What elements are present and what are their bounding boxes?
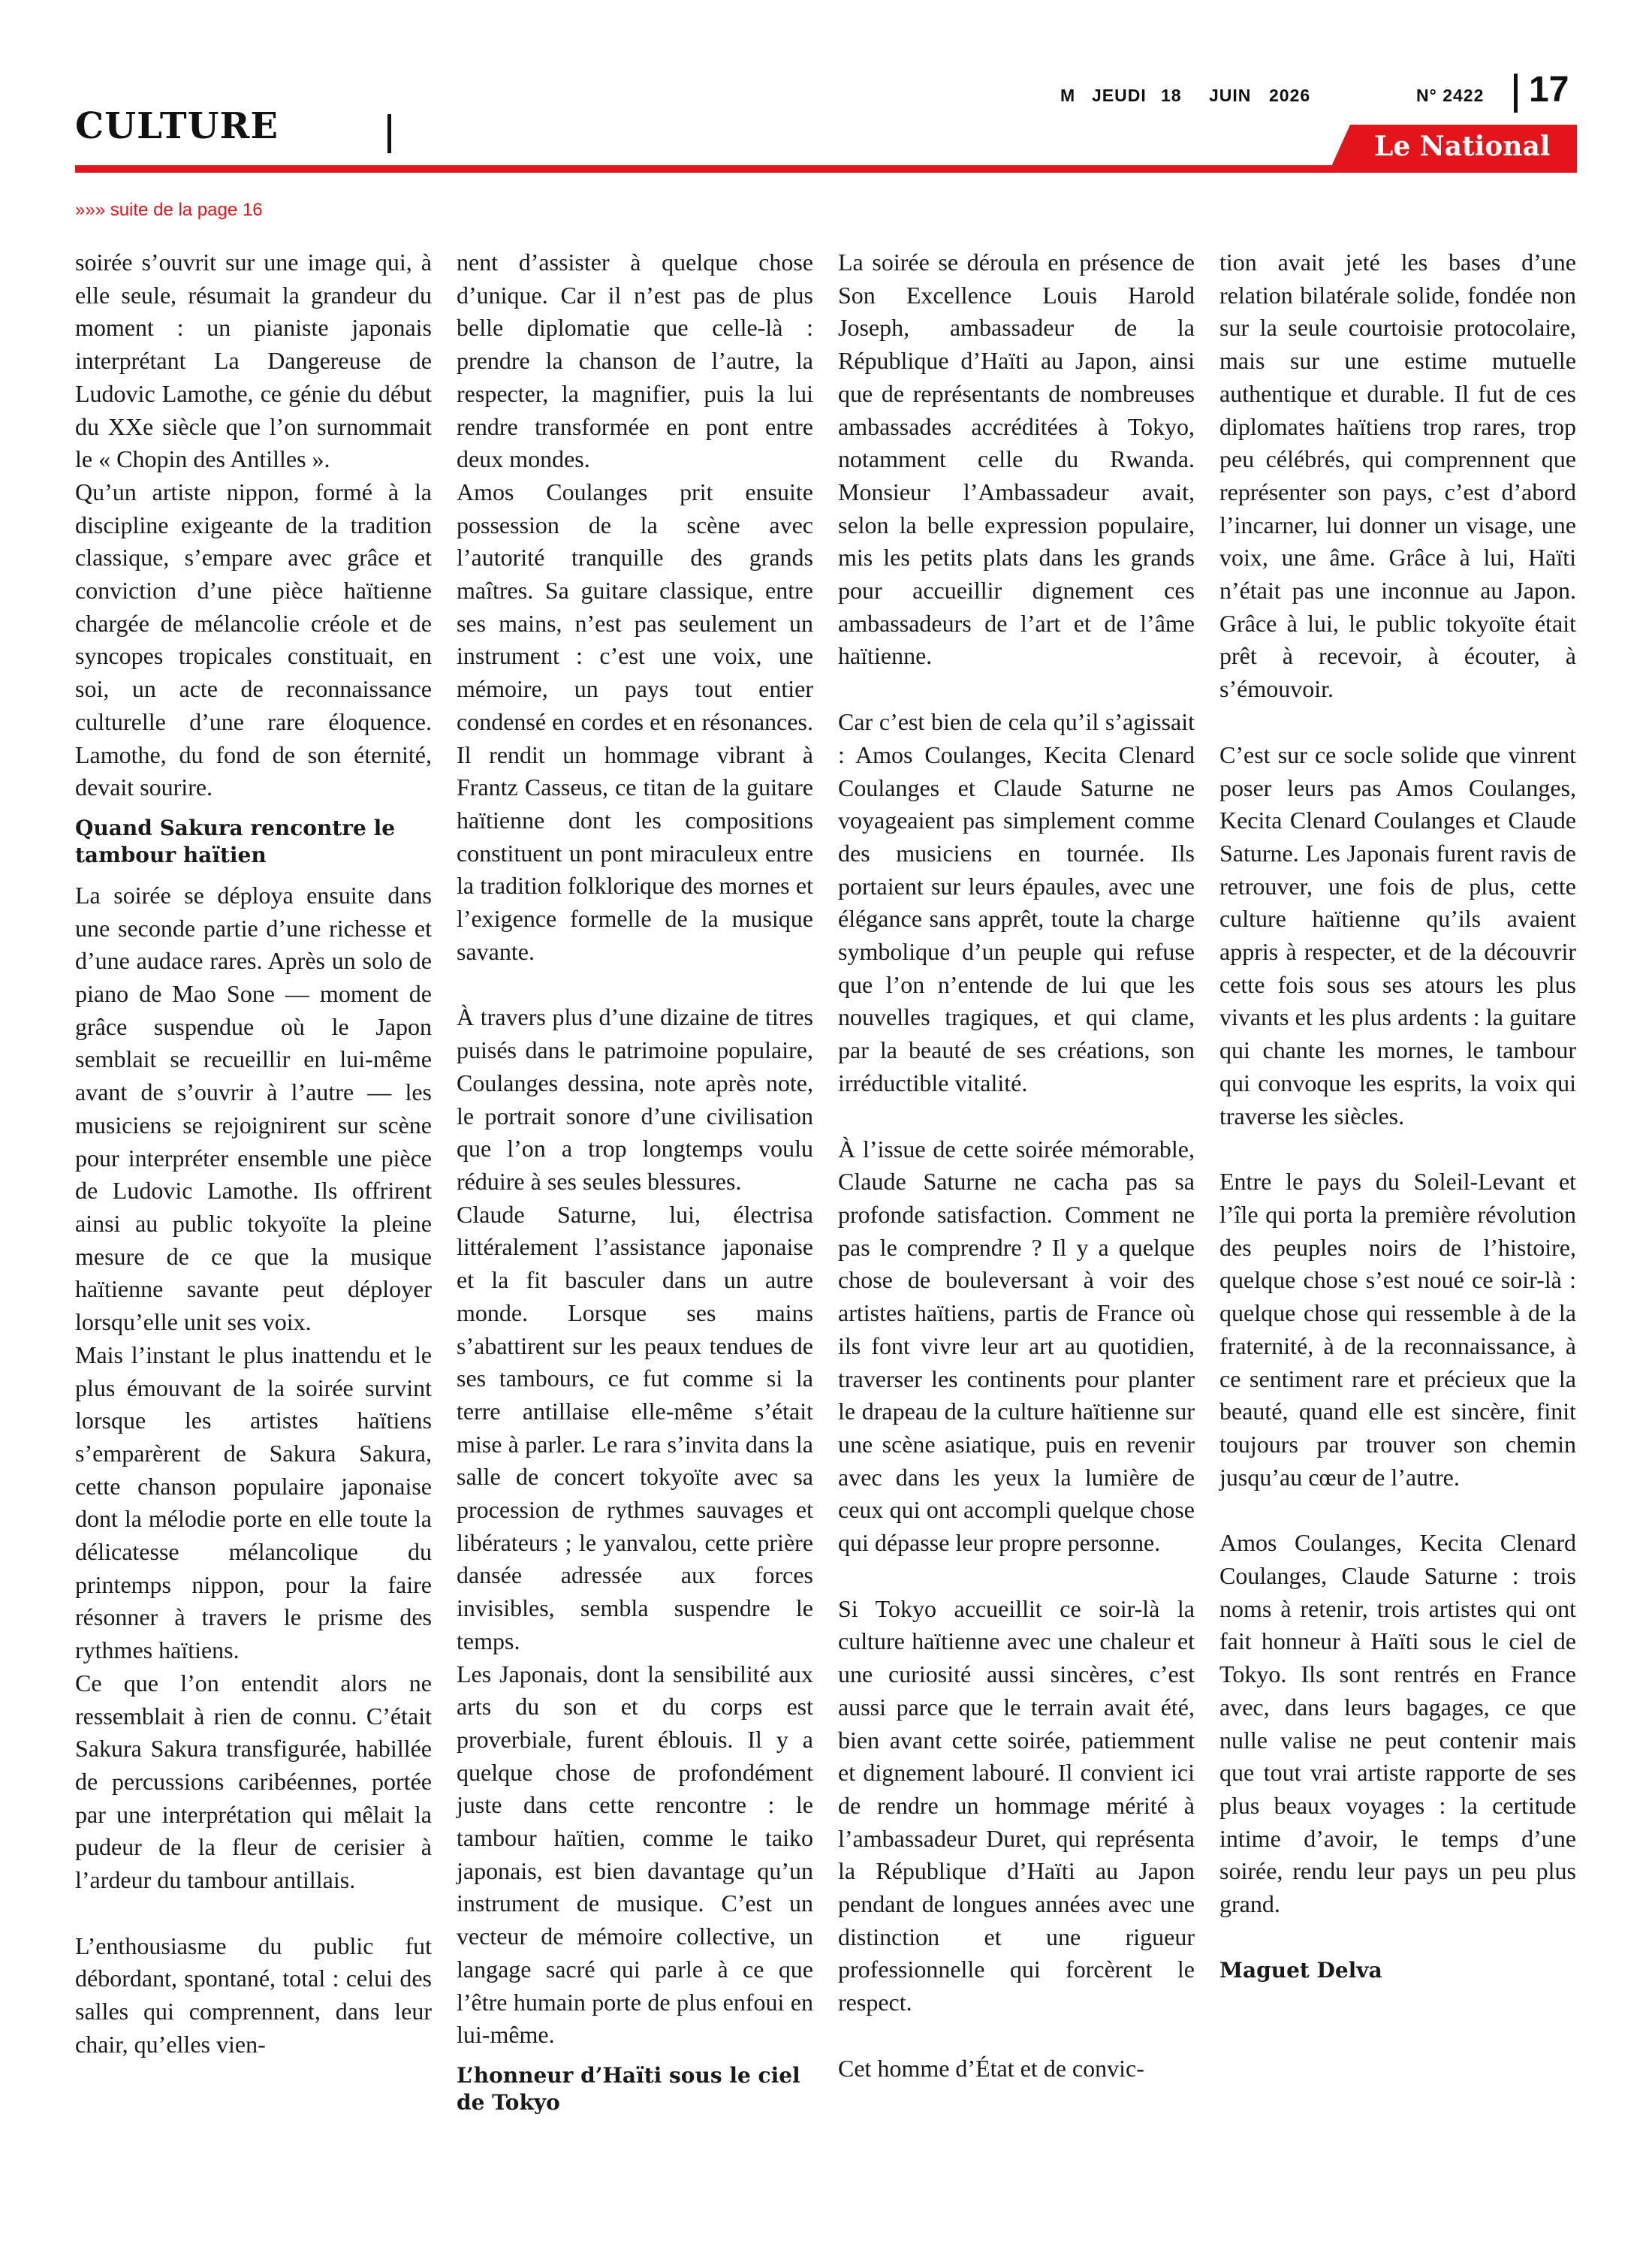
paragraph: Entre le pays du Soleil-Levant et l’île qui porta la première révolution des peuples noirs de l’histoire, quelque chose s’est noué ce soir-là : quelque chose qui ressemble à de la fraternité, à de la reconnaissance, à ce sentiment rare et précieux que la beauté, quand elle est sincère, finit toujours par trouver son chemin jusqu’au cœur de l’autre. bbox=[1219, 1168, 1576, 1491]
header-rule bbox=[75, 165, 1577, 173]
issue-number: N° 2422 bbox=[1416, 86, 1485, 105]
section-divider bbox=[387, 114, 391, 153]
section-title: CULTURE bbox=[75, 105, 279, 147]
paragraph: Si Tokyo accueillit ce soir-là la culture haïtienne avec une chaleur et une curiosité aussi sincères, c’est aussi parce que le terrain avait été, bien avant cette soirée, patiemment et dignement labouré. Il convient ici de rendre un hommage mérité à l’ambassadeur Duret, qui représenta la République d’Haïti au Japon pendant de longues années avec une distinction et une rigueur professionnelle qui forcèrent le respect. bbox=[838, 1594, 1195, 2016]
paragraph: soirée s’ouvrit sur une image qui, à elle seule, résumait la grandeur du moment : un pianiste japonais interprétant La Dangereuse de Ludovic Lamothe, ce génie du début du XXe siècle que l’on surnommait le « Chopin des Antilles ». bbox=[75, 249, 432, 473]
paragraph: Ce que l’on entendit alors ne ressemblait à rien de connu. C’était Sakura Sakura transfigurée, habillée de percussions caribéennes, portée par une interprétation qui mêlait la pudeur de la fleur de cerisier à l’ardeur du tambour antillais. bbox=[75, 1669, 432, 1894]
paragraph: La soirée se déploya ensuite dans une seconde partie d’une richesse et d’une audace rares. Après un solo de piano de Mao Sone — moment de grâce suspendue où le Japon semblait se recueillir en lui-même avant de s’ouvrir à l’autre — les musiciens se rejoignirent sur scène pour interpréter ensemble une pièce de Ludovic Lamothe. Ils offrirent ainsi au public tokyoïte la pleine mesure de ce que la musique haïtienne savante peut déployer lorsqu’elle unit ses voix. bbox=[75, 881, 432, 1336]
issue-date-number: 18 bbox=[1161, 86, 1182, 105]
article-column-1 bbox=[75, 246, 432, 2061]
paragraph: La soirée se déroula en présence de Son Excellence Louis Harold Joseph, ambassadeur de la République d’Haïti au Japon, ainsi que de représentants de nombreuses ambassades accréditées à Tokyo, notamment celle du Rwanda. Monsieur l’Ambassadeur avait, selon la belle expression populaire, mis les petits plats dans les grands pour accueillir dignement ces ambassadeurs de l’art et de l’âme haïtienne. bbox=[838, 249, 1195, 670]
paragraph: Mais l’instant le plus inattendu et le plus émouvant de la soirée survint lorsque les artistes haïtiens s’emparèrent de Sakura Sakura, cette chanson populaire japonaise dont la mélodie porte en elle toute la délicatesse mélancolique du printemps nippon, pour la faire résonner à travers le prisme des rythmes haïtiens. bbox=[75, 1341, 432, 1664]
paragraph: À l’issue de cette soirée mémorable, Claude Saturne ne cacha pas sa profonde satisfaction. Comment ne pas le comprendre ? Il y a quelque chose de bouleversant à voir des artistes haïtiens, partis de France où ils font vivre leur art au quotidien, traverser les continents pour planter le drapeau de la culture haïtienne sur une scène asiatique, puis en revenir avec dans les yeux la lumière de ceux qui ont accompli quelque chose qui dépasse leur propre personne. bbox=[838, 1135, 1195, 1557]
paragraph: Cet homme d’État et de convic- bbox=[838, 2054, 1144, 2082]
continued-from-note: »»» suite de la page 16 bbox=[75, 200, 263, 220]
page-number-divider bbox=[1514, 74, 1518, 113]
article-column-4 bbox=[1219, 246, 1576, 1986]
issue-month: JUIN bbox=[1209, 86, 1252, 105]
paragraph: C’est sur ce socle solide que vinrent poser leurs pas Amos Coulanges, Kecita Clenard Coulanges et Claude Saturne. Les Japonais furent ravis de retrouver, une fois de plus, cette culture haïtienne qu’ils avaient appris à respecter, et de la découvrir cette fois sous ses atours les plus vivants et les plus ardents : la guitare qui chante les mornes, le tambour qui convoque les esprits, la voix qui traverse les siècles. bbox=[1219, 740, 1576, 1130]
subheading: Quand Sakura rencontre le tambour haïtien bbox=[75, 815, 396, 867]
paragraph: Amos Coulanges prit ensuite possession de la scène avec l’autorité tranquille des grands maîtres. Sa guitare classique, entre ses mains, n’est pas seulement un instrument : c’est une voix, une mémoire, un pays tout entier condensé en cordes et en résonances. Il rendit un hommage vibrant à Frantz Casseus, ce titan de la guitare haïtienne dont les compositions constituent un pont miraculeux entre la tradition folklorique des mornes et l’exigence formelle de la musique savante. bbox=[457, 478, 813, 965]
edition-code: M bbox=[1060, 86, 1076, 105]
page-number: 17 bbox=[1529, 70, 1569, 110]
paragraph: nent d’assister à quelque chose d’unique. Car il n’est pas de plus belle diplomatie que celle-là : prendre la chanson de l’autre, la respecter, la magnifier, puis la lui rendre transformée en pont entre deux mondes. bbox=[457, 249, 813, 473]
article-column-3 bbox=[838, 246, 1195, 2086]
paragraph: tion avait jeté les bases d’une relation bilatérale solide, fondée non sur la seule courtoisie protocolaire, mais sur une estime mutuelle authentique et durable. Il fut de ces diplomates haïtiens trop rares, trop peu célébrés, qui comprennent que représenter son pays, c’est d’abord l’incarner, lui donner un visage, une voix, une âme. Grâce à lui, Haïti n’était pas une inconnue au Japon. Grâce à lui, le public tokyoïte était prêt à recevoir, à écouter, à s’émouvoir. bbox=[1219, 249, 1576, 703]
newspaper-logo: Le National bbox=[1374, 131, 1551, 162]
paragraph: Car c’est bien de cela qu’il s’agissait : Amos Coulanges, Kecita Clenard Coulanges et Claude Saturne ne voyageaient pas simplement comme des musiciens en tournée. Ils portaient sur leurs épaules, avec une élégance sans apprêt, toute la charge symbolique d’un peuple qui refuse que l’on n’entende de lui que les nouvelles tragiques, et qui clame, par la beauté de ses créations, son irréductible vitalité. bbox=[838, 708, 1195, 1096]
author-signature: Maguet Delva bbox=[1219, 1957, 1382, 1983]
paragraph: À travers plus d’une dizaine de titres puisés dans le patrimoine populaire, Coulanges dessina, note après note, le portrait sonore d’une civilisation que l’on a trop longtemps voulu réduire à ses seules blessures. bbox=[457, 1003, 813, 1195]
paragraph: Les Japonais, dont la sensibilité aux arts du son et du corps est proverbiale, furent éblouis. Il y a quelque chose de profondément juste dans cette rencontre : le tambour haïtien, comme le taiko japonais, est bien davantage qu’un instrument de musique. C’est un vecteur de mémoire collective, un langage sacré qui parle à ce que l’être humain porte de plus enfoui en lui-même. bbox=[457, 1660, 813, 2049]
article-column-2 bbox=[457, 246, 813, 2127]
paragraph: Amos Coulanges, Kecita Clenard Coulanges, Claude Saturne : trois noms à retenir, trois artistes qui ont fait honneur à Haïti sous le ciel de Tokyo. Ils sont rentrés en France avec, dans leurs bagages, ce que nulle valise ne peut contenir mais que tout vrai artiste rapporte de ses plus beaux voyages : la certitude intime d’avoir, le temps d’une soirée, rendu leur pays un peu plus grand. bbox=[1219, 1529, 1576, 1918]
issue-year: 2026 bbox=[1269, 86, 1311, 105]
paragraph: Qu’un artiste nippon, formé à la discipline exigeante de la tradition classique, s’empare avec grâce et conviction d’une pièce haïtienne chargée de mélancolie créole et de syncopes tropicales constituait, en soi, un acte de reconnaissance culturelle d’une rare éloquence. Lamothe, du fond de son éternité, devait sourire. bbox=[75, 478, 432, 801]
paragraph: L’enthousiasme du public fut débordant, spontané, total : celui des salles qui comprennent, dans leur chair, qu’elles vien- bbox=[75, 1932, 432, 2058]
subheading: L’honneur d’Haïti sous le ciel de Tokyo bbox=[457, 2062, 800, 2115]
issue-day: JEUDI bbox=[1092, 86, 1147, 105]
paragraph: Claude Saturne, lui, électrisa littéralement l’assistance japonaise et la fit basculer dans un autre monde. Lorsque ses mains s’abattirent sur les peaux tendues de ses tambours, ce fut comme si la terre antillaise elle-même s’était mise à parler. Le rara s’invita dans la salle de concert tokyoïte avec sa procession de rythmes sauvages et libérateurs ; le yanvalou, cette prière dansée adressée aux forces invisibles, sembla suspendre le temps. bbox=[457, 1200, 813, 1654]
